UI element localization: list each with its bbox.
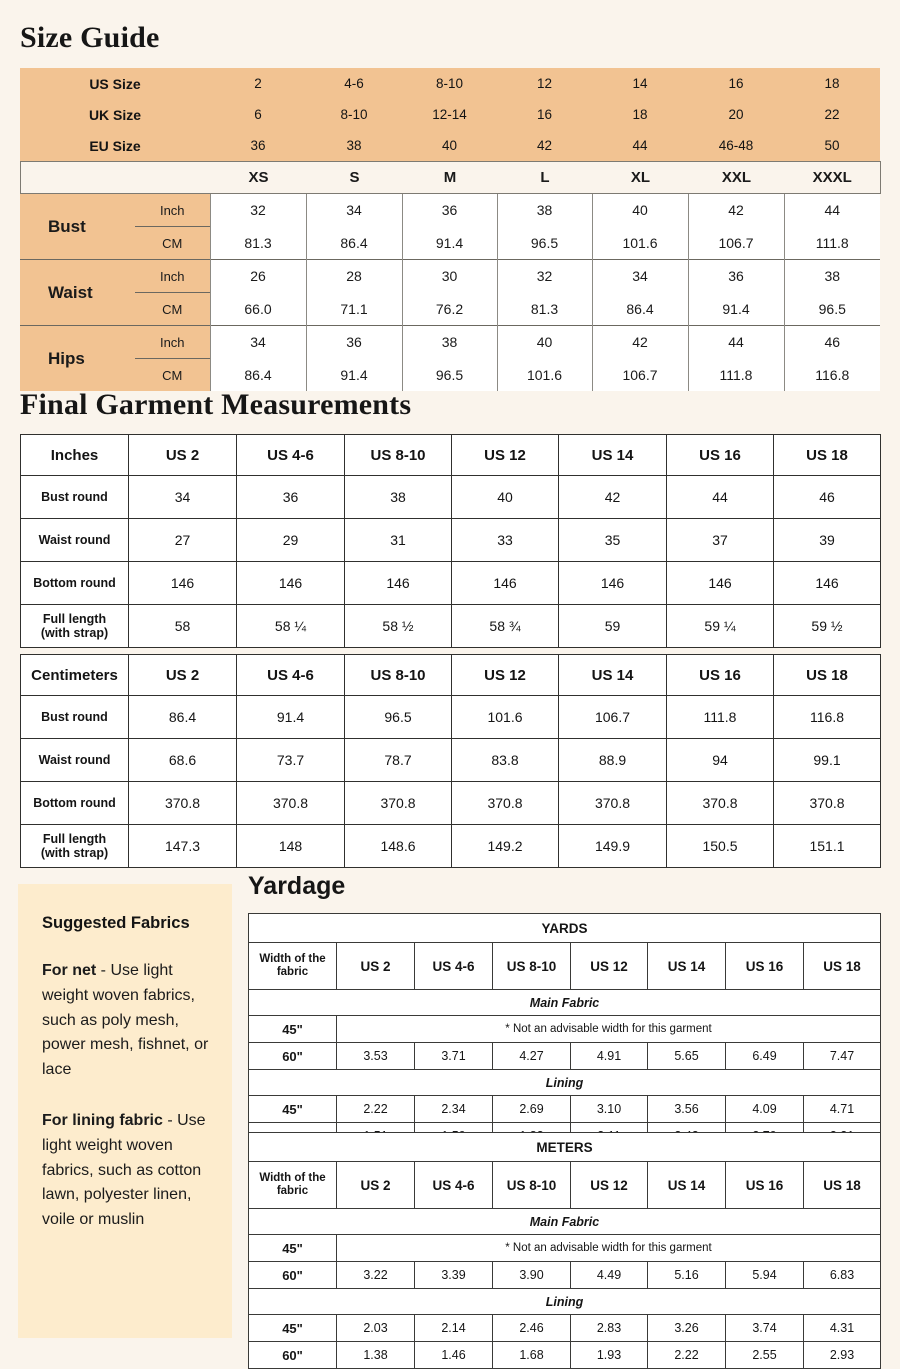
body-measurement-name: Hips [20, 326, 135, 392]
yardage-value: 1.68 [493, 1342, 571, 1369]
letter-size-header: M [443, 169, 457, 186]
width-of-fabric-header: Width of the fabric [249, 1162, 337, 1209]
body-measurement-value: 36 [306, 326, 402, 359]
body-measurement-value: 81.3 [497, 293, 592, 326]
measurement-value: 38 [345, 476, 452, 519]
body-measurement-value: 91.4 [688, 293, 784, 326]
column-header: US 16 [667, 435, 774, 476]
yardage-yards-body [249, 914, 881, 1150]
not-advisable-note: * Not an advisable width for this garment [337, 1235, 881, 1262]
measurement-value: 91.4 [237, 696, 345, 739]
final-garment-cm-body [21, 655, 881, 868]
yardage-value: 3.22 [337, 1262, 415, 1289]
yardage-unit-title: YARDS [249, 914, 881, 943]
unit-label-cm: CM [135, 359, 210, 392]
body-measurement-value: 116.8 [784, 359, 880, 392]
row-label: Bottom round [21, 562, 129, 605]
body-measurements-table [20, 194, 880, 391]
size-system-label: US Size [89, 75, 141, 92]
column-header: US 8-10 [345, 655, 452, 696]
measurement-value: 31 [345, 519, 452, 562]
unit-label-inch: Inch [135, 326, 210, 359]
measurement-value: 36 [237, 476, 345, 519]
size-system-row [20, 130, 880, 161]
net-label: For net [42, 962, 97, 979]
yardage-meters-table [248, 1132, 881, 1369]
measurement-value: 151.1 [774, 825, 881, 868]
yardage-value: 4.71 [804, 1096, 881, 1123]
body-measurement-value: 32 [497, 260, 592, 293]
yardage-value: 2.14 [415, 1315, 493, 1342]
yardage-value: 2.83 [571, 1315, 648, 1342]
body-measurement-value: 81.3 [210, 227, 306, 260]
measurement-value: 146 [452, 562, 559, 605]
fabric-width-label: 60" [249, 1262, 337, 1289]
size-system-label: UK Size [88, 106, 142, 123]
row-label: Bust round [21, 696, 129, 739]
measurement-value: 83.8 [452, 739, 559, 782]
size-system-value: 40 [441, 138, 458, 153]
measurement-value: 58 ½ [345, 605, 452, 648]
table-row [21, 825, 881, 868]
table-header-row [21, 435, 881, 476]
body-measurement-value: 96.5 [402, 359, 497, 392]
measurement-value: 370.8 [237, 782, 345, 825]
body-measurement-value: 40 [497, 326, 592, 359]
fabric-width-label: 45" [249, 1016, 337, 1043]
table-row [21, 696, 881, 739]
size-system-value: 4-6 [344, 76, 364, 91]
body-measurement-name: Bust [20, 194, 135, 260]
unit-header: Inches [21, 435, 129, 476]
yardage-column-header: US 18 [804, 1162, 881, 1209]
measurement-value: 370.8 [774, 782, 881, 825]
body-measurement-value: 86.4 [592, 293, 688, 326]
page-title: Size Guide [20, 21, 160, 54]
letter-sizes-header-table [20, 161, 881, 194]
measurement-value: 147.3 [129, 825, 237, 868]
yardage-meters-wrapper [248, 1132, 880, 1369]
size-systems-body [20, 68, 880, 161]
net-text: - Use light weight woven fabrics, such as poly mesh, power mesh, fishnet, or lace [42, 962, 209, 1079]
measurement-value: 370.8 [667, 782, 774, 825]
fabric-width-label: 45" [249, 1235, 337, 1262]
fabric-width-label: 60" [249, 1043, 337, 1070]
size-system-value: 16 [728, 76, 744, 91]
yardage-value: 1.93 [571, 1342, 648, 1369]
yardage-row [249, 1262, 881, 1289]
body-measurement-value: 91.4 [402, 227, 497, 260]
yardage-value: 4.49 [571, 1262, 648, 1289]
measurement-value: 94 [667, 739, 774, 782]
suggested-fabrics-lining [42, 1109, 210, 1233]
letter-size-header: L [540, 169, 550, 186]
yardage-value: 2.93 [804, 1342, 881, 1369]
size-systems-table [20, 68, 880, 161]
size-system-value: 46-48 [718, 138, 754, 153]
row-label: Full length (with strap) [21, 605, 129, 648]
suggested-fabrics-heading: Suggested Fabrics [42, 914, 190, 932]
main-fabric-section-label: Main Fabric [249, 990, 881, 1016]
yardage-section-row [249, 1070, 881, 1096]
size-system-value: 6 [254, 107, 262, 122]
yardage-unit-title: METERS [249, 1133, 881, 1162]
yardage-value: 2.46 [493, 1315, 571, 1342]
table-row [21, 782, 881, 825]
column-header: US 2 [129, 655, 237, 696]
measurement-value: 27 [129, 519, 237, 562]
yardage-unit-row [249, 1133, 881, 1162]
body-measurement-value: 111.8 [688, 359, 784, 392]
yardage-value: 3.56 [648, 1096, 726, 1123]
measurement-value: 88.9 [559, 739, 667, 782]
body-measurement-value: 36 [688, 260, 784, 293]
lining-text: - Use light weight woven fabrics, such as cotton lawn, polyester linen, voile or muslin [42, 1111, 206, 1229]
yardage-value: 4.31 [804, 1315, 881, 1342]
yardage-section-row [249, 990, 881, 1016]
body-measurement-value: 101.6 [497, 359, 592, 392]
letter-size-header: XS [248, 169, 269, 186]
measurement-value: 42 [559, 476, 667, 519]
column-header: US 8-10 [345, 435, 452, 476]
body-measurement-value: 71.1 [306, 293, 402, 326]
yardage-column-header: US 12 [571, 943, 648, 990]
row-label: Waist round [21, 519, 129, 562]
row-label: Bottom round [21, 782, 129, 825]
letter-sizes-row [21, 162, 881, 194]
size-system-row [20, 68, 880, 99]
measurement-value: 35 [559, 519, 667, 562]
yardage-meters-body [249, 1133, 881, 1369]
size-system-value: 50 [824, 138, 840, 153]
row-label: Bust round [21, 476, 129, 519]
size-system-value: 12-14 [432, 107, 467, 122]
size-system-value: 18 [632, 107, 648, 122]
yardage-row [249, 1043, 881, 1070]
yardage-value: 3.10 [571, 1096, 648, 1123]
measurement-value: 86.4 [129, 696, 237, 739]
body-measurement-cm-row [20, 359, 880, 392]
yardage-row [249, 1235, 881, 1262]
yardage-value: 2.69 [493, 1096, 571, 1123]
yardage-value: 6.83 [804, 1262, 881, 1289]
letter-size-header: XL [630, 169, 651, 186]
measurement-value: 146 [129, 562, 237, 605]
final-garment-cm-table [20, 654, 881, 868]
measurement-value: 370.8 [452, 782, 559, 825]
measurement-value: 59 [559, 605, 667, 648]
column-header: US 2 [129, 435, 237, 476]
yardage-value: 5.65 [648, 1043, 726, 1070]
measurement-value: 78.7 [345, 739, 452, 782]
body-measurement-value: 86.4 [306, 227, 402, 260]
body-measurement-inch-row [20, 260, 880, 293]
table-header-row [21, 655, 881, 696]
measurement-value: 99.1 [774, 739, 881, 782]
row-label: Full length (with strap) [21, 825, 129, 868]
letter-sizes-body [21, 162, 881, 194]
size-guide-block [20, 68, 880, 391]
measurement-value: 370.8 [559, 782, 667, 825]
body-measurement-inch-row [20, 326, 880, 359]
measurement-value: 96.5 [345, 696, 452, 739]
yardage-row [249, 1096, 881, 1123]
lining-label: For lining fabric [42, 1111, 163, 1129]
measurement-value: 39 [774, 519, 881, 562]
measurement-value: 37 [667, 519, 774, 562]
yardage-row [249, 1016, 881, 1043]
yardage-column-header: US 8-10 [493, 1162, 571, 1209]
yardage-column-header: US 8-10 [493, 943, 571, 990]
measurement-value: 59 ½ [774, 605, 881, 648]
yardage-value: 4.27 [493, 1043, 571, 1070]
measurement-value: 149.2 [452, 825, 559, 868]
body-measurements-body [20, 194, 880, 391]
yardage-column-header: US 14 [648, 943, 726, 990]
yardage-value: 2.03 [337, 1315, 415, 1342]
letter-size-header: S [349, 169, 360, 186]
measurement-value: 101.6 [452, 696, 559, 739]
measurement-value: 46 [774, 476, 881, 519]
table-row [21, 562, 881, 605]
yardage-yards-table [248, 913, 881, 1150]
body-measurement-value: 96.5 [497, 227, 592, 260]
measurement-value: 40 [452, 476, 559, 519]
yardage-unit-row [249, 914, 881, 943]
body-measurement-value: 91.4 [306, 359, 402, 392]
size-system-label: EU Size [89, 137, 141, 154]
body-measurement-value: 66.0 [210, 293, 306, 326]
body-measurement-cm-row [20, 293, 880, 326]
yardage-value: 4.91 [571, 1043, 648, 1070]
letter-sizes-corner [21, 162, 211, 194]
body-measurement-value: 46 [784, 326, 880, 359]
unit-label-cm: CM [135, 293, 210, 326]
yardage-value: 2.55 [726, 1342, 804, 1369]
yardage-header-row [249, 943, 881, 990]
fabric-width-label: 45" [249, 1315, 337, 1342]
table-row [21, 739, 881, 782]
measurement-value: 370.8 [345, 782, 452, 825]
measurement-value: 146 [345, 562, 452, 605]
yardage-value: 2.22 [648, 1342, 726, 1369]
body-measurement-value: 34 [210, 326, 306, 359]
body-measurement-name: Waist [20, 260, 135, 326]
yardage-header-row [249, 1162, 881, 1209]
measurement-value: 58 ¾ [452, 605, 559, 648]
body-measurement-value: 86.4 [210, 359, 306, 392]
size-system-value: 20 [728, 107, 744, 122]
measurement-value: 59 ¼ [667, 605, 774, 648]
unit-label-cm: CM [135, 227, 210, 260]
body-measurement-value: 28 [306, 260, 402, 293]
measurement-value: 58 [129, 605, 237, 648]
main-fabric-section-label: Main Fabric [249, 1209, 881, 1235]
measurement-value: 34 [129, 476, 237, 519]
measurement-value: 146 [667, 562, 774, 605]
yardage-column-header: US 2 [337, 943, 415, 990]
measurement-value: 150.5 [667, 825, 774, 868]
column-header: US 12 [452, 655, 559, 696]
size-system-value: 22 [824, 107, 840, 122]
row-label: Waist round [21, 739, 129, 782]
yardage-title: Yardage [248, 872, 346, 900]
body-measurement-value: 106.7 [688, 227, 784, 260]
measurement-value: 58 ¼ [237, 605, 345, 648]
measurement-value: 146 [559, 562, 667, 605]
width-of-fabric-header: Width of the fabric [249, 943, 337, 990]
fabric-width-label: 60" [249, 1342, 337, 1369]
unit-label-inch: Inch [135, 260, 210, 293]
final-garment-title: Final Garment Measurements [20, 388, 412, 421]
yardage-column-header: US 2 [337, 1162, 415, 1209]
yardage-value: 7.47 [804, 1043, 881, 1070]
not-advisable-note: * Not an advisable width for this garment [337, 1016, 881, 1043]
body-measurement-value: 40 [592, 194, 688, 227]
yardage-column-header: US 14 [648, 1162, 726, 1209]
suggested-fabrics-panel [18, 884, 232, 1338]
size-system-value: 42 [536, 138, 553, 153]
measurement-value: 33 [452, 519, 559, 562]
yardage-value: 3.74 [726, 1315, 804, 1342]
yardage-value: 5.16 [648, 1262, 726, 1289]
body-measurement-value: 106.7 [592, 359, 688, 392]
measurement-value: 44 [667, 476, 774, 519]
body-measurement-value: 96.5 [784, 293, 880, 326]
body-measurement-cm-row [20, 227, 880, 260]
final-garment-inches-body [21, 435, 881, 648]
unit-header: Centimeters [21, 655, 129, 696]
yardage-column-header: US 18 [804, 943, 881, 990]
yardage-column-header: US 12 [571, 1162, 648, 1209]
column-header: US 4-6 [237, 435, 345, 476]
measurement-value: 146 [237, 562, 345, 605]
table-row [21, 476, 881, 519]
size-system-value: 14 [632, 76, 648, 91]
unit-label-inch: Inch [135, 194, 210, 227]
size-system-row [20, 99, 880, 130]
yardage-value: 1.46 [415, 1342, 493, 1369]
measurement-value: 149.9 [559, 825, 667, 868]
measurement-value: 370.8 [129, 782, 237, 825]
measurement-value: 148 [237, 825, 345, 868]
measurement-value: 146 [774, 562, 881, 605]
body-measurement-value: 42 [688, 194, 784, 227]
size-system-value: 8-10 [340, 107, 368, 122]
body-measurement-value: 44 [784, 194, 880, 227]
yardage-value: 3.53 [337, 1043, 415, 1070]
yardage-value: 3.39 [415, 1262, 493, 1289]
body-measurement-value: 76.2 [402, 293, 497, 326]
yardage-value: 3.90 [493, 1262, 571, 1289]
yardage-column-header: US 16 [726, 943, 804, 990]
yardage-column-header: US 4-6 [415, 1162, 493, 1209]
yardage-value: 2.22 [337, 1096, 415, 1123]
column-header: US 4-6 [237, 655, 345, 696]
body-measurement-value: 42 [592, 326, 688, 359]
yardage-section-row [249, 1289, 881, 1315]
body-measurement-value: 101.6 [592, 227, 688, 260]
final-garment-inches-table [20, 434, 881, 648]
size-system-value: 12 [536, 76, 553, 91]
yardage-yards-wrapper [248, 913, 880, 1150]
size-system-value: 8-10 [435, 76, 464, 91]
body-measurement-value: 34 [592, 260, 688, 293]
measurement-value: 116.8 [774, 696, 881, 739]
body-measurement-value: 34 [306, 194, 402, 227]
fabric-width-label: 45" [249, 1096, 337, 1123]
body-measurement-value: 32 [210, 194, 306, 227]
table-row [21, 519, 881, 562]
body-measurement-value: 44 [688, 326, 784, 359]
suggested-fabrics-net [42, 959, 210, 1083]
measurement-value: 148.6 [345, 825, 452, 868]
body-measurement-value: 111.8 [784, 227, 880, 260]
measurement-value: 111.8 [667, 696, 774, 739]
letter-size-header: XXL [721, 169, 752, 186]
column-header: US 14 [559, 435, 667, 476]
measurement-value: 73.7 [237, 739, 345, 782]
yardage-row [249, 1342, 881, 1369]
yardage-value: 3.71 [415, 1043, 493, 1070]
measurement-value: 106.7 [559, 696, 667, 739]
yardage-value: 1.38 [337, 1342, 415, 1369]
body-measurement-value: 36 [402, 194, 497, 227]
body-measurement-value: 38 [497, 194, 592, 227]
yardage-value: 2.34 [415, 1096, 493, 1123]
size-system-value: 16 [536, 107, 553, 122]
column-header: US 14 [559, 655, 667, 696]
size-system-value: 36 [250, 138, 266, 153]
size-system-value: 18 [824, 76, 840, 91]
yardage-value: 6.49 [726, 1043, 804, 1070]
yardage-value: 4.09 [726, 1096, 804, 1123]
letter-size-header: XXXL [812, 169, 852, 186]
lining-section-label: Lining [249, 1070, 881, 1096]
body-measurement-value: 38 [784, 260, 880, 293]
table-row [21, 605, 881, 648]
column-header: US 12 [452, 435, 559, 476]
yardage-value: 3.26 [648, 1315, 726, 1342]
yardage-value: 5.94 [726, 1262, 804, 1289]
size-system-value: 2 [254, 76, 262, 91]
yardage-row [249, 1315, 881, 1342]
yardage-column-header: US 16 [726, 1162, 804, 1209]
column-header: US 16 [667, 655, 774, 696]
size-system-value: 38 [346, 138, 362, 153]
yardage-column-header: US 4-6 [415, 943, 493, 990]
lining-section-label: Lining [249, 1289, 881, 1315]
yardage-section-row [249, 1209, 881, 1235]
size-system-value: 44 [632, 138, 648, 153]
body-measurement-inch-row [20, 194, 880, 227]
column-header: US 18 [774, 655, 881, 696]
body-measurement-value: 38 [402, 326, 497, 359]
measurement-value: 29 [237, 519, 345, 562]
measurement-value: 68.6 [129, 739, 237, 782]
body-measurement-value: 26 [210, 260, 306, 293]
body-measurement-value: 30 [402, 260, 497, 293]
column-header: US 18 [774, 435, 881, 476]
